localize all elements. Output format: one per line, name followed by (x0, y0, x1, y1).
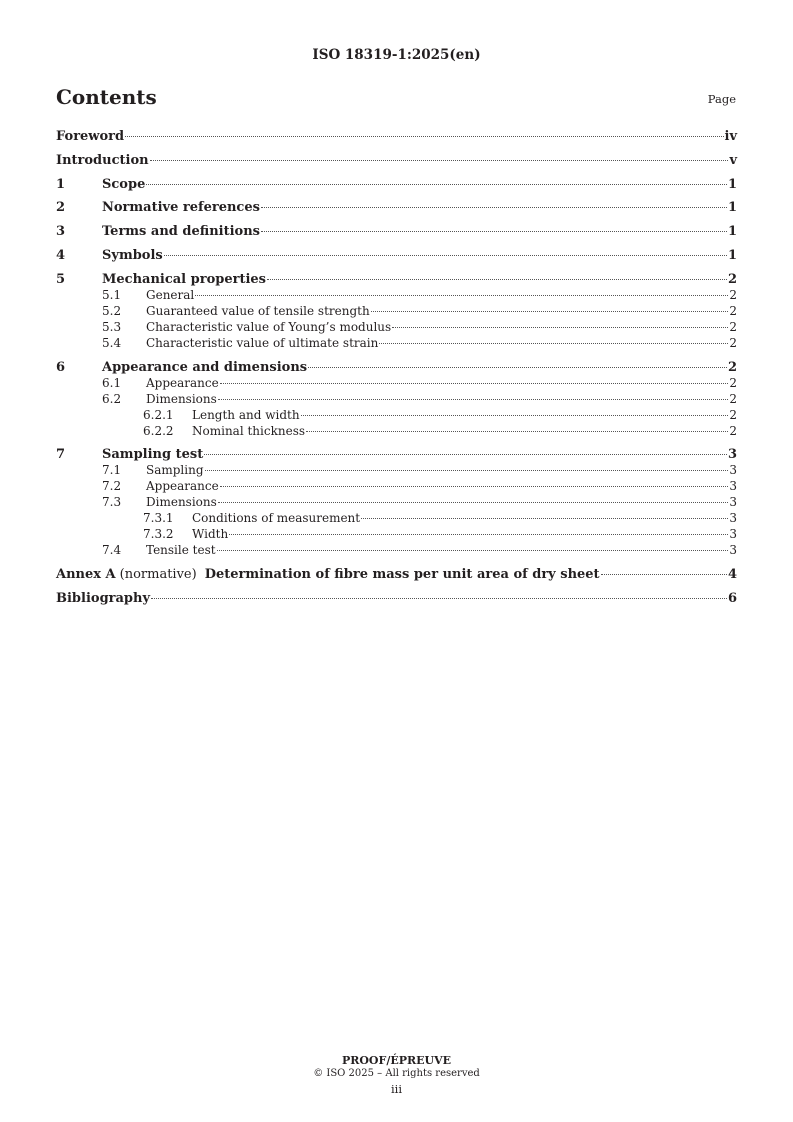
dot-leader (229, 534, 728, 535)
toc-entry-text: General (146, 287, 195, 302)
toc-entry-number: 7 (56, 447, 66, 463)
copyright-notice: © ISO 2025 – All rights reserved (313, 1068, 480, 1079)
toc-entry-number: 5.2 (102, 303, 122, 318)
toc-entry-page: 3 (729, 527, 737, 542)
toc-entry-page: 2 (729, 391, 737, 406)
toc-entry-tensile-test[interactable] (56, 543, 737, 559)
toc-entry-text: Dimensions (146, 495, 217, 510)
toc-entry-number: 4 (56, 247, 66, 263)
toc-entry-page: 1 (727, 247, 737, 263)
table-of-contents (56, 129, 737, 607)
toc-entry-page: 2 (729, 375, 737, 390)
toc-entry-number: 3 (56, 224, 66, 240)
toc-entry-number: 7.3.2 (143, 527, 174, 542)
toc-entry-number: 5.1 (102, 287, 122, 302)
toc-entry-text: Appearance (146, 479, 219, 494)
toc-entry-page: 2 (729, 303, 737, 318)
toc-entry-dimensions[interactable] (56, 392, 737, 408)
toc-entry-ultimate-strain[interactable] (56, 336, 737, 352)
toc-entry-page: 3 (727, 447, 737, 463)
toc-entry-text: Mechanical properties (102, 271, 266, 287)
toc-entry-page: v (729, 152, 737, 168)
toc-entry-number: 5.3 (102, 319, 122, 334)
dot-leader (261, 231, 727, 232)
toc-entry-text: Width (192, 527, 229, 542)
toc-entry-sampling-dimensions[interactable] (56, 495, 737, 511)
dot-leader (125, 136, 723, 137)
toc-entry-sampling[interactable] (56, 463, 737, 479)
toc-entry-nominal-thickness[interactable] (56, 424, 737, 440)
toc-entry-number: 7.4 (102, 543, 122, 558)
toc-entry-youngs-modulus[interactable] (56, 320, 737, 336)
toc-entry-number: 6.2.1 (143, 407, 174, 422)
toc-entry-annex-a[interactable] (56, 567, 737, 583)
toc-entry-number: 7.1 (102, 463, 122, 478)
document-id-header: ISO 18319-1:2025(en) (312, 47, 481, 63)
toc-entry-appearance[interactable] (56, 376, 737, 392)
dot-leader (392, 327, 728, 328)
toc-entry-conditions-of-measurement[interactable] (56, 511, 737, 527)
toc-entry-mechanical-properties[interactable] (56, 272, 737, 288)
page-number: iii (390, 1082, 403, 1096)
toc-entry-page: 2 (729, 335, 737, 350)
toc-entry-number: 6.2 (102, 391, 122, 406)
toc-entry-foreword[interactable] (56, 129, 737, 145)
toc-entry-text: Conditions of measurement (192, 511, 361, 526)
dot-leader (220, 486, 729, 487)
toc-entry-text: Foreword (56, 129, 125, 144)
toc-entry-page: 1 (727, 224, 737, 240)
dot-leader (261, 207, 727, 208)
dot-leader (267, 279, 727, 280)
toc-entry-page: 6 (727, 590, 737, 606)
toc-entry-general[interactable] (56, 288, 737, 304)
toc-entry-page: iv (724, 129, 737, 144)
toc-entry-page: 3 (729, 511, 737, 526)
toc-entry-number: 5 (56, 271, 66, 287)
toc-entry-number: 1 (56, 176, 66, 192)
dot-leader (195, 295, 728, 296)
toc-entry-tensile-strength[interactable] (56, 304, 737, 320)
contents-title: Contents (56, 85, 157, 109)
dot-leader (379, 343, 728, 344)
toc-entry-number: 6 (56, 359, 66, 375)
toc-entry-page: 2 (729, 319, 737, 334)
toc-entry-text: Tensile test (146, 543, 216, 558)
toc-entry-text: Symbols (102, 247, 163, 263)
toc-entry-page: 2 (727, 359, 737, 375)
toc-entry-page: 3 (729, 479, 737, 494)
toc-entry-page: 2 (729, 423, 737, 438)
page-footer (0, 1054, 793, 1096)
toc-entry-number: 6.1 (102, 375, 122, 390)
toc-entry-page: 1 (727, 176, 737, 192)
toc-entry-text: Determination of fibre mass per unit area of dry sheet (204, 567, 600, 583)
page-column-label: Page (707, 92, 736, 106)
toc-entry-text: Normative references (102, 200, 260, 216)
toc-entry-length-and-width[interactable] (56, 408, 737, 424)
toc-entry-symbols[interactable] (56, 248, 737, 264)
dot-leader (601, 574, 727, 575)
toc-entry-text: Length and width (192, 407, 300, 422)
toc-entry-width[interactable] (56, 527, 737, 543)
toc-entry-number: 5.4 (102, 335, 122, 350)
toc-entry-scope[interactable] (56, 177, 737, 193)
toc-entry-page: 4 (727, 567, 737, 583)
dot-leader (306, 431, 728, 432)
toc-entry-page: 2 (729, 407, 737, 422)
dot-leader (146, 184, 727, 185)
toc-entry-number: 6.2.2 (143, 423, 174, 438)
toc-entry-sampling-test[interactable] (56, 447, 737, 463)
dot-leader (164, 255, 727, 256)
toc-entry-text: Nominal thickness (192, 423, 306, 438)
toc-entry-text: Scope (102, 176, 146, 192)
dot-leader (371, 311, 729, 312)
toc-entry-text: Guaranteed value of tensile strength (146, 303, 370, 318)
toc-entry-introduction[interactable] (56, 153, 737, 169)
toc-entry-sampling-appearance[interactable] (56, 479, 737, 495)
dot-leader (205, 470, 729, 471)
toc-entry-text: Sampling (146, 463, 204, 478)
annex-label: Annex A (56, 567, 116, 583)
toc-entry-number: 2 (56, 200, 66, 216)
toc-entry-text: Characteristic value of ultimate strain (146, 335, 379, 350)
dot-leader (204, 454, 727, 455)
toc-entry-number: 7.2 (102, 479, 122, 494)
toc-entry-text: Dimensions (146, 391, 217, 406)
dot-leader (361, 518, 728, 519)
toc-entry-page: 3 (729, 495, 737, 510)
toc-entry-text: Sampling test (102, 447, 204, 463)
toc-entry-text: Appearance and dimensions (102, 359, 308, 375)
dot-leader (218, 502, 729, 503)
toc-entry-appearance-and-dimensions[interactable] (56, 360, 737, 376)
annex-qualifier: (normative) (119, 567, 197, 583)
toc-entry-bibliography[interactable] (56, 591, 737, 607)
toc-entry-page: 2 (727, 271, 737, 287)
toc-entry-terms-and-definitions[interactable] (56, 224, 737, 240)
toc-entry-text: Introduction (56, 152, 149, 168)
dot-leader (220, 383, 729, 384)
dot-leader (308, 367, 727, 368)
toc-entry-page: 3 (729, 543, 737, 558)
toc-entry-text: Bibliography (56, 590, 151, 606)
toc-entry-page: 1 (727, 200, 737, 216)
toc-entry-page: 3 (729, 463, 737, 478)
toc-entry-number: 7.3 (102, 495, 122, 510)
proof-label: PROOF/ÉPREUVE (341, 1054, 452, 1067)
dot-leader (150, 160, 729, 161)
toc-entry-text: Characteristic value of Young’s modulus (146, 319, 392, 334)
toc-entry-text: Appearance (146, 375, 219, 390)
dot-leader (218, 399, 729, 400)
dot-leader (151, 598, 727, 599)
dot-leader (217, 550, 729, 551)
toc-entry-page: 2 (729, 287, 737, 302)
toc-entry-number: 7.3.1 (143, 511, 174, 526)
toc-entry-text: Terms and definitions (102, 224, 260, 240)
dot-leader (301, 415, 729, 416)
toc-entry-normative-references[interactable] (56, 200, 737, 216)
